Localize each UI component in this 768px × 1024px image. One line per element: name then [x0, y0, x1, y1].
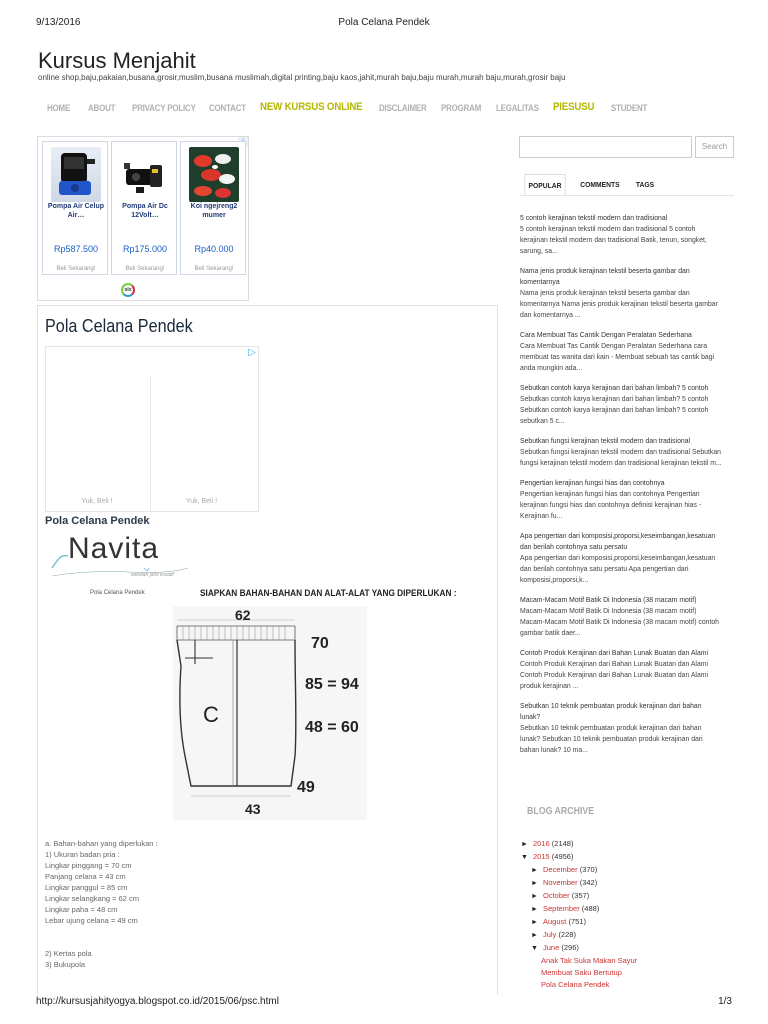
- blog-description: online shop,baju,pakaian,busana,grosir,muslim,busana muslimah,digital printing,baju kaos,jahit,murah baju,baju murah,murah baju,murah,grosir baju: [38, 73, 566, 82]
- popular-post-snippet: Nama jenis produk kerajinan tekstil beserta gambar dan komentarnya Nama jenis produk kerajinan tekstil beserta gambar dan komentarnya ...: [520, 288, 718, 319]
- popular-post-snippet: Sebutkan 10 teknik pembuatan produk kerajinan dari bahan lunak? Sebutkan 10 teknik pembuatan produk kerajinan dari bahan lunak? 10 ma...: [520, 723, 703, 754]
- product-ad: [37, 136, 249, 301]
- nav-privacy-policy[interactable]: PRIVACY POLICY: [132, 103, 196, 113]
- buy-now-link[interactable]: Beli Sekarang!: [56, 266, 96, 272]
- image-caption: Pola Celana Pendek: [90, 590, 145, 596]
- nav-about[interactable]: ABOUT: [88, 103, 116, 113]
- popular-post-title[interactable]: Pengertian kerajinan fungsi hias dan contohnya: [520, 478, 665, 487]
- popular-post: [520, 530, 735, 585]
- archive-month[interactable]: [521, 877, 736, 890]
- search-input[interactable]: [519, 136, 692, 158]
- nav-disclaimer[interactable]: DISCLAIMER: [379, 103, 427, 113]
- archive-month[interactable]: [521, 890, 736, 903]
- popular-post-snippet: Macam-Macam Motif Batik Di Indonesia (38 macam motif) Macam-Macam Motif Batik Di Indonesia (38 macam motif) contoh gambar batik daer...: [520, 606, 719, 637]
- expand-arrow-icon[interactable]: ►: [531, 880, 538, 887]
- popular-post-title[interactable]: Contoh Produk Kerajinan dari Bahan Lunak Buatan dan Alami: [520, 648, 708, 657]
- archive-month[interactable]: [521, 864, 736, 877]
- print-date: 9/13/2016: [36, 17, 81, 28]
- post-subtitle: Pola Celana Pendek: [45, 515, 150, 527]
- expand-arrow-icon[interactable]: ►: [531, 919, 538, 926]
- expand-arrow-icon[interactable]: ►: [521, 841, 528, 848]
- body-line: Lebar ujung celana = 49 cm: [45, 916, 138, 925]
- navita-logo-word: Navita: [68, 532, 160, 565]
- pattern-label-waist: 70: [311, 635, 329, 652]
- nav-legalitas[interactable]: LEGALITAS: [496, 103, 539, 113]
- prep-heading: SIAPKAN BAHAN-BAHAN DAN ALAT-ALAT YANG DIPERLUKAN :: [200, 588, 457, 598]
- ad-choices-icon[interactable]: ▷: [248, 347, 256, 358]
- archive-link[interactable]: June: [543, 943, 560, 952]
- expand-arrow-icon[interactable]: ►: [531, 867, 538, 874]
- print-title: Pola Celana Pendek: [338, 17, 430, 28]
- archive-link[interactable]: November: [543, 878, 578, 887]
- popular-post-title[interactable]: Nama jenis produk kerajinan tekstil beserta gambar dan komentarnya: [520, 266, 690, 286]
- popular-post-snippet: Sebutkan contoh karya kerajinan dari bahan limbah? 5 contoh Sebutkan contoh karya kerajinan dari bahan limbah? 5 contoh sebutkan 5 c...: [520, 394, 709, 425]
- archive-count: (751): [568, 917, 586, 926]
- nav-new-kursus-online[interactable]: NEW KURSUS ONLINE: [260, 101, 363, 113]
- popular-post-title[interactable]: Macam-Macam Motif Batik Di Indonesia (38 macam motif): [520, 595, 697, 604]
- archive-post-link[interactable]: Membuat Saku Bertutup: [541, 968, 622, 977]
- popular-post-snippet: 5 contoh kerajinan tekstil modern dan tradisional 5 contoh kerajinan tekstil modern dan tradisional Batik, tenun, songket, sarung, sa...: [520, 224, 707, 255]
- popular-post: [520, 212, 735, 256]
- expand-arrow-icon[interactable]: ►: [531, 932, 538, 939]
- post-body: [45, 838, 158, 970]
- popular-post: [520, 647, 735, 691]
- archive-link[interactable]: 2015: [533, 852, 550, 861]
- popular-post-snippet: Pengertian kerajinan fungsi hias dan contohnya Pengertian kerajinan fungsi hias dan contohnya definisi kerajinan hias - Kerajinan fu...: [520, 489, 702, 520]
- popular-post: [520, 265, 735, 320]
- ad-slot-label: Yuk, Beli !: [81, 498, 113, 505]
- popular-post-snippet: Contoh Produk Kerajinan dari Bahan Lunak Buatan dan Alami Contoh Produk Kerajinan dari Bahan Lunak Buatan dan Alami produk kerajinan ...: [520, 659, 708, 690]
- popular-post-title[interactable]: Sebutkan fungsi kerajinan tekstil modern dan tradisional: [520, 436, 691, 445]
- body-line: Lingkar selangkang = 62 cm: [45, 894, 140, 903]
- ad-product-name: Pompa Air Dc 12Volt…: [122, 203, 168, 219]
- archive-month[interactable]: [521, 916, 736, 929]
- body-line: Lingkar paha = 48 cm: [45, 905, 118, 914]
- archive-count: (357): [571, 891, 590, 900]
- body-line: 1) Ukuran badan pria :: [45, 850, 120, 859]
- body-line: 2) Kertas pola: [45, 949, 92, 958]
- nav-contact[interactable]: CONTACT: [209, 103, 246, 113]
- tab-tags[interactable]: TAGS: [635, 180, 655, 189]
- buy-now-link[interactable]: Beli Sekarang!: [125, 266, 165, 272]
- tab-comments[interactable]: COMMENTS: [580, 180, 620, 189]
- popular-post-title[interactable]: Cara Membuat Tas Cantik Dengan Peralatan Sederhana: [520, 330, 692, 339]
- body-line: 3) Bukupola: [45, 960, 86, 969]
- expand-arrow-icon[interactable]: ►: [531, 906, 538, 913]
- body-line: [45, 937, 158, 948]
- blog-title[interactable]: Kursus Menjahit: [38, 48, 196, 73]
- archive-count: (488): [581, 904, 600, 913]
- pattern-label-piece: C: [203, 702, 219, 727]
- archive-count: (342): [579, 878, 598, 887]
- display-ad: [45, 346, 259, 512]
- koi-fish-image: [189, 147, 239, 202]
- ad-price: Rp587.500: [53, 244, 99, 254]
- archive-link[interactable]: October: [543, 891, 570, 900]
- archive-link[interactable]: July: [543, 930, 557, 939]
- pattern-label-top: 62: [235, 607, 251, 623]
- popular-post: [520, 435, 735, 468]
- archive-link[interactable]: September: [543, 904, 580, 913]
- popular-post: [520, 594, 735, 638]
- popular-post-title[interactable]: 5 contoh kerajinan tekstil modern dan tradisional: [520, 213, 668, 222]
- collapse-arrow-icon[interactable]: ▼: [531, 945, 538, 952]
- popular-post: [520, 329, 735, 373]
- sidebar-tabs: [522, 174, 734, 196]
- popular-post-snippet: Apa pengertian dari komposisi,proporsi,keseimbangan,kesatuan dan berilah contohnya satu persatu Apa pengertian dari komposisi,proporsi,k...: [520, 553, 716, 584]
- pattern-label-thigh: 48 = 60: [305, 719, 359, 736]
- popular-post: [520, 382, 735, 426]
- nav-program[interactable]: PROGRAM: [441, 103, 482, 113]
- pattern-label-bottom: 43: [245, 801, 261, 817]
- nav-student[interactable]: STUDENT: [611, 103, 648, 113]
- popular-post-title[interactable]: Apa pengertian dari komposisi,proporsi,keseimbangan,kesatuan dan berilah contohnya satu persatu: [520, 531, 716, 551]
- popular-post: [520, 700, 735, 755]
- ad-slot[interactable]: [150, 375, 252, 511]
- archive-link[interactable]: August: [543, 917, 567, 926]
- archive-count: (228): [558, 930, 576, 939]
- shorts-pattern-drawing: [173, 606, 367, 820]
- water-pump-image: [51, 147, 101, 202]
- ad-price: Rp40.000: [194, 244, 234, 254]
- print-url: http://kursusjahityogya.blogspot.co.id/2015/06/psc.html: [36, 996, 279, 1007]
- popular-post-title[interactable]: Sebutkan 10 teknik pembuatan produk kerajinan dari bahan lunak?: [520, 701, 702, 721]
- navita-logo: [48, 532, 193, 584]
- navita-logo-tagline: sekolah jahit kreatif: [131, 572, 174, 578]
- blog-archive-title: BLOG ARCHIVE: [527, 806, 595, 817]
- nav-home[interactable]: HOME: [47, 103, 71, 113]
- archive-post-link[interactable]: Pola Celana Pendek: [541, 980, 610, 989]
- archive-count: (2148): [551, 839, 574, 848]
- popular-posts: [520, 212, 735, 764]
- archive-year[interactable]: [521, 838, 736, 851]
- buy-now-link[interactable]: Beli Sekarang!: [194, 266, 234, 272]
- tabs-divider: [519, 195, 734, 196]
- popular-post: [520, 477, 735, 521]
- print-page-number: 1/3: [718, 996, 732, 1007]
- ad-product-name: Pompa Air Celup Air…: [47, 203, 105, 219]
- body-line: Lingkar pinggang = 70 cm: [45, 861, 132, 870]
- archive-link[interactable]: December: [543, 865, 578, 874]
- dc-pump-image: [120, 147, 170, 202]
- archive-count: (296): [561, 943, 579, 952]
- ad-slot[interactable]: [46, 375, 148, 511]
- expand-arrow-icon[interactable]: ►: [531, 893, 538, 900]
- archive-count: (370): [579, 865, 598, 874]
- ad-card[interactable]: [42, 141, 108, 275]
- body-line: Panjang celana = 43 cm: [45, 872, 126, 881]
- popular-post-title[interactable]: Sebutkan contoh karya kerajinan dari bahan limbah? 5 contoh: [520, 383, 709, 392]
- archive-year[interactable]: [521, 851, 736, 864]
- olx-logo[interactable]: olx: [121, 283, 175, 297]
- popular-post-snippet: Sebutkan fungsi kerajinan tekstil modern dan tradisional Sebutkan fungsi kerajinan tekstil modern dan tradisional kerajinan tekstil m...: [520, 447, 722, 467]
- body-line: a. Bahan-bahan yang diperlukan :: [45, 839, 158, 848]
- archive-month[interactable]: [521, 942, 736, 955]
- post-title: Pola Celana Pendek: [45, 316, 193, 336]
- collapse-arrow-icon[interactable]: ▼: [521, 854, 528, 861]
- pattern-label-hem: 49: [297, 779, 315, 796]
- tab-popular[interactable]: POPULAR: [524, 174, 565, 196]
- ad-slot-label: Yuk, Beli !: [185, 498, 218, 505]
- archive-month[interactable]: [521, 929, 736, 942]
- ad-card[interactable]: [111, 141, 177, 275]
- nav-piesusu[interactable]: PIESUSU: [553, 101, 595, 113]
- blog-archive: [521, 838, 736, 991]
- popular-post-snippet: Cara Membuat Tas Cantik Dengan Peralatan Sederhana cara membuat tas wanita dari kain - Membuat sebuah tas cantik bagi anda mungkin ada...: [520, 341, 715, 372]
- archive-link[interactable]: 2016: [533, 839, 550, 848]
- body-line: Lingkar panggul = 85 cm: [45, 883, 128, 892]
- pattern-label-hip: 85 = 94: [305, 676, 359, 693]
- archive-month[interactable]: [521, 903, 736, 916]
- archive-count: (4956): [551, 852, 574, 861]
- archive-post-link[interactable]: Anak Tak Suka Makan Sayur: [541, 956, 638, 965]
- ad-price: Rp175.000: [122, 244, 168, 254]
- search-button[interactable]: Search: [695, 136, 734, 158]
- main-nav: [38, 99, 734, 121]
- body-line: [45, 926, 158, 937]
- ad-card[interactable]: [180, 141, 246, 275]
- ad-product-name: Koi ngejreng2 mumer: [190, 203, 238, 219]
